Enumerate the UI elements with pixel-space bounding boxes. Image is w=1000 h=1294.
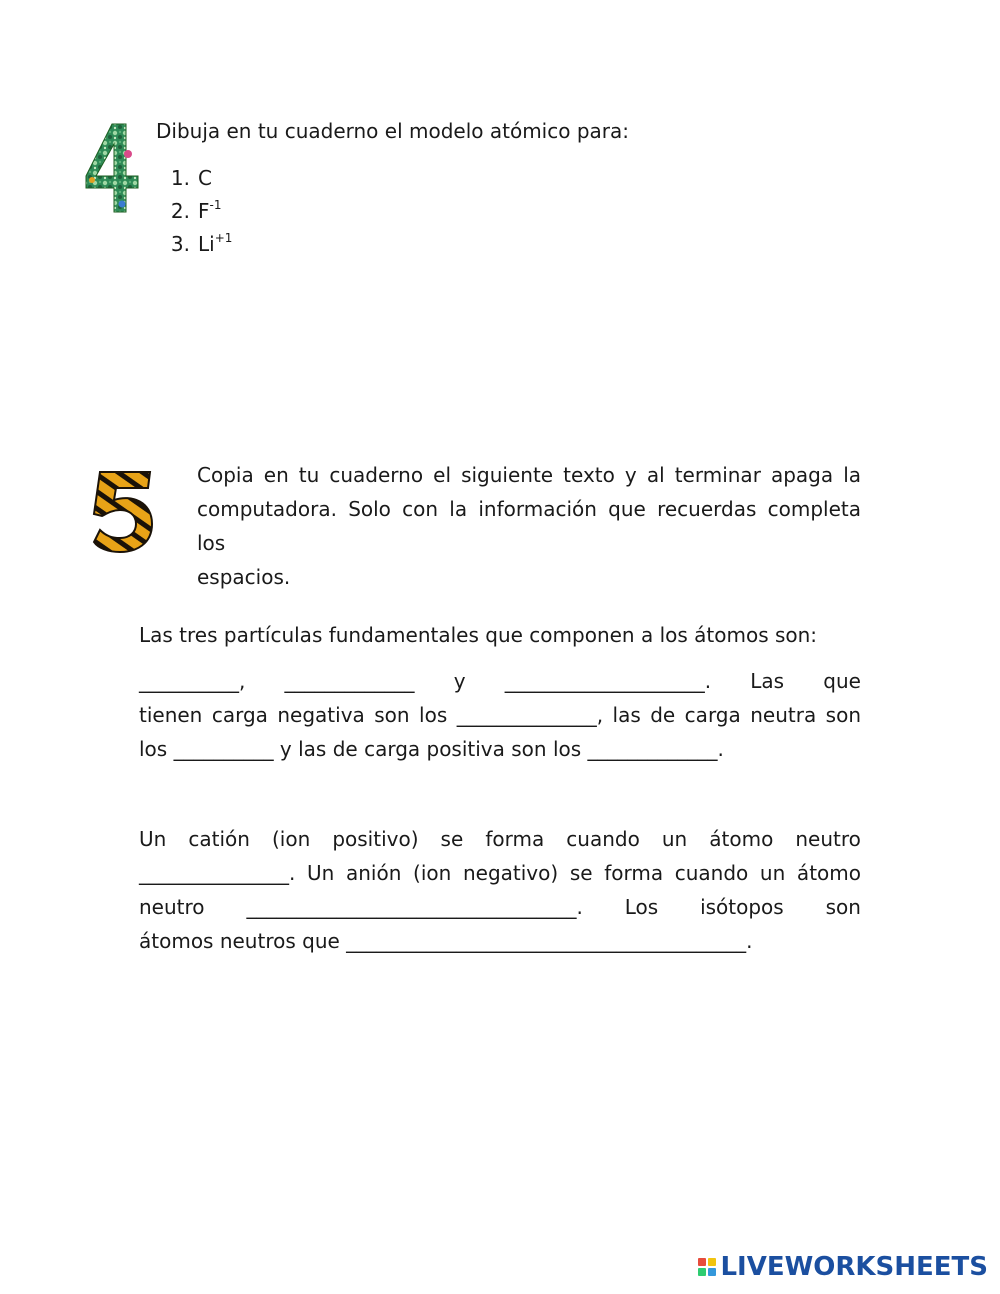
liveworksheets-logo <box>698 1252 988 1282</box>
blank-field[interactable]: __________, <box>139 669 246 693</box>
element-list <box>160 162 232 261</box>
word: Un <box>139 827 167 851</box>
fill-line <box>139 890 861 924</box>
list-item <box>160 162 232 195</box>
fill-line: átomos neutros que ________________________________________. <box>139 929 753 953</box>
list-item <box>160 195 232 228</box>
logo-text: LIVEWORKSHEETS <box>720 1252 988 1282</box>
fill-line <box>139 822 861 856</box>
fill-line: los __________ y las de carga positiva son los _____________. <box>139 737 724 761</box>
ion-charge: -1 <box>209 198 222 212</box>
connector-text: y <box>453 669 466 693</box>
blank-field[interactable]: ____________________. <box>504 669 712 693</box>
number-four-mosaic-image <box>82 120 140 216</box>
paragraph-particles <box>139 618 861 766</box>
list-number: 1. <box>170 166 190 190</box>
element-symbol: F <box>198 199 210 223</box>
connector-text: Las <box>750 669 785 693</box>
paragraph-ions <box>139 822 861 958</box>
element-symbol: C <box>198 166 212 190</box>
logo-square <box>708 1258 716 1266</box>
connector-text: que <box>823 669 861 693</box>
blank-field[interactable]: _____________ <box>284 669 415 693</box>
list-number: 3. <box>170 232 190 256</box>
word: son <box>825 895 861 919</box>
word: forma <box>485 827 545 851</box>
ion-charge: +1 <box>214 231 233 245</box>
logo-square <box>708 1268 716 1276</box>
paragraph-intro: Las tres partículas fundamentales que componen a los átomos son: <box>139 623 818 647</box>
word: catión <box>188 827 250 851</box>
logo-grid-icon <box>698 1258 716 1276</box>
instruction-line: computadora. Solo con la información que recuerdas completa los <box>197 497 861 555</box>
instruction-line: Copia en tu cuaderno el siguiente texto y al terminar apaga la <box>197 463 861 487</box>
word: Los <box>624 895 659 919</box>
word: (ion <box>271 827 311 851</box>
list-item <box>160 228 232 261</box>
question-5-instruction <box>197 458 861 594</box>
fill-line <box>139 664 861 698</box>
word: se <box>440 827 464 851</box>
fill-line: _______________. Un anión (ion negativo) se forma cuando un átomo <box>139 861 861 885</box>
word: neutro <box>795 827 861 851</box>
fill-line: tienen carga negativa son los ______________, las de carga neutra son <box>139 703 861 727</box>
blank-field[interactable]: _________________________________. <box>246 895 583 919</box>
question-4-instruction: Dibuja en tu cuaderno el modelo atómico para: <box>156 119 629 143</box>
word: positivo) <box>332 827 419 851</box>
word: neutro <box>139 895 205 919</box>
instruction-line: espacios. <box>197 565 291 589</box>
word: átomo <box>709 827 774 851</box>
word: isótopos <box>700 895 784 919</box>
logo-square <box>698 1258 706 1266</box>
word: cuando <box>566 827 640 851</box>
list-number: 2. <box>170 199 190 223</box>
logo-square <box>698 1268 706 1276</box>
number-five-tiger-image <box>92 468 154 554</box>
word: un <box>661 827 688 851</box>
element-symbol: Li <box>198 232 215 256</box>
